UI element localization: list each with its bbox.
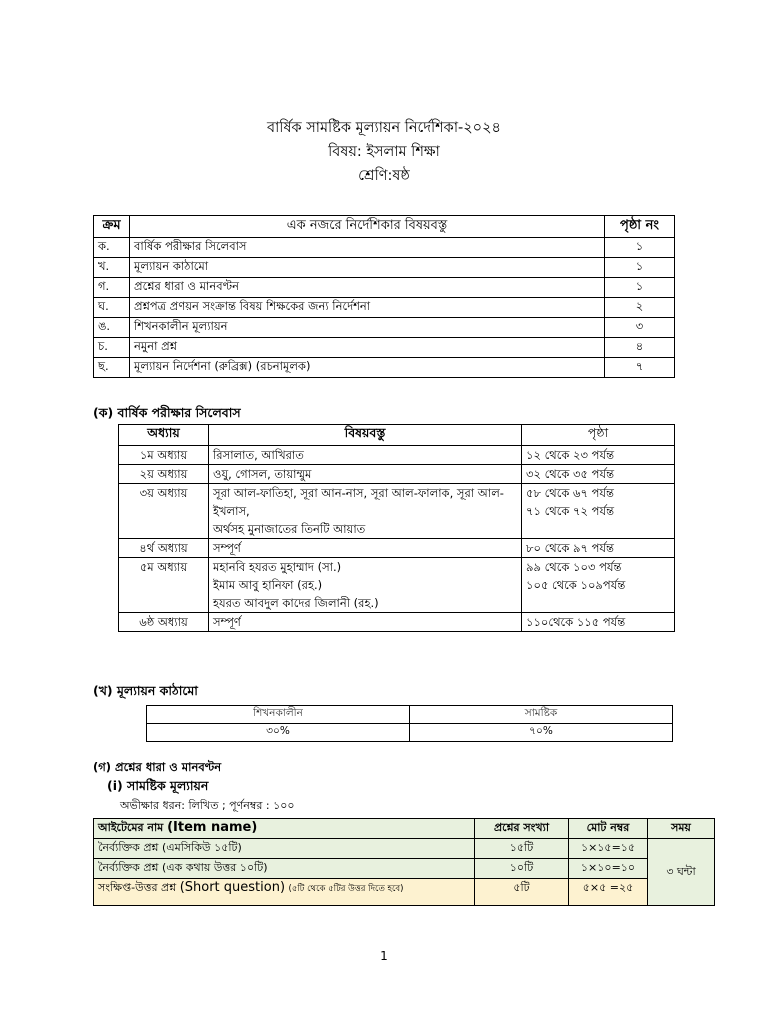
chapter-cell: ২য় অধ্যায় (119, 465, 209, 484)
item-marks: ১×১৫=১৫ (569, 839, 648, 859)
distribution-header-row (94, 819, 715, 839)
pages-cell (522, 558, 675, 613)
toc-serial: খ. (94, 258, 130, 278)
document-title: বার্ষিক সামষ্টিক মূল্যায়ন নির্দেশিকা-২০২৪ (267, 120, 501, 136)
framework-value-formative: ৩০% (147, 724, 410, 742)
table-row (94, 338, 675, 358)
item-name: নৈর্ব্যক্তিক প্রশ্ন (এমসিকিউ ১৫টি) (94, 839, 475, 859)
table-row (119, 446, 675, 465)
content-line: ইমাম আবু হানিফা (রহ.) (213, 578, 323, 592)
chapter-cell: ৬ষ্ঠ অধ্যায় (119, 613, 209, 632)
table-row (94, 318, 675, 338)
table-row (94, 258, 675, 278)
toc-item: বার্ষিক পরীক্ষার সিলেবাস (130, 238, 605, 258)
item-count: ১৫টি (475, 839, 569, 859)
toc-serial: চ. (94, 338, 130, 358)
syllabus-header-row (119, 425, 675, 446)
syllabus-table (118, 424, 675, 632)
framework-header-summative: সামষ্টিক (410, 706, 673, 724)
content-line: রিসালাত, আখিরাত (213, 448, 304, 462)
header-item-name (94, 819, 475, 839)
toc-item: মূল্যায়ন কাঠামো (130, 258, 605, 278)
toc-serial: গ. (94, 278, 130, 298)
content-line: সূরা আল-ফাতিহা, সূরা আন-নাস, সূরা আল-ফালাক, সূরা আল-ইখলাস, (213, 486, 504, 518)
table-row (94, 859, 715, 879)
item-note: (৫টি থেকে ৫টির উত্তর দিতে হবে) (288, 884, 404, 894)
header-time: সময় (648, 819, 715, 839)
table-row (119, 539, 675, 558)
toc-serial: ঙ. (94, 318, 130, 338)
distribution-heading: (গ) প্রশ্নের ধারা ও মানবণ্টন (93, 760, 222, 774)
page-number: 1 (380, 949, 388, 963)
chapter-cell: ৪র্থ অধ্যায় (119, 539, 209, 558)
content-cell (209, 558, 522, 613)
toc-page: ৪ (605, 338, 675, 358)
toc-item: মূল্যায়ন নির্দেশনা (রুব্রিক্স) (রচনামূলক) (130, 358, 605, 378)
content-line: মহানবি হযরত মুহাম্মাদ (সা.) (213, 560, 342, 574)
pages-line: ৭১ থেকে ৭২ পর্যন্ত (526, 504, 614, 518)
table-row (94, 879, 715, 906)
toc-serial: ঘ. (94, 298, 130, 318)
toc-item: শিখনকালীন মূল্যায়ন (130, 318, 605, 338)
item-marks: ১×১০=১০ (569, 859, 648, 879)
content-line: ওযু, গোসল, তায়াম্মুম (213, 467, 312, 481)
toc-serial: ছ. (94, 358, 130, 378)
content-cell (209, 446, 522, 465)
distribution-table (93, 818, 715, 906)
pages-line: ৫৮ থেকে ৬৭ পর্যন্ত (526, 486, 614, 500)
syllabus-heading: (ক) বার্ষিক পরীক্ষার সিলেবাস (93, 405, 241, 420)
header-count: প্রশ্নের সংখ্যা (475, 819, 569, 839)
toc-item: নমুনা প্রশ্ন (130, 338, 605, 358)
item-name: নৈর্ব্যক্তিক প্রশ্ন (এক কথায় উত্তর ১০টি) (94, 859, 475, 879)
toc-table (93, 215, 675, 378)
toc-page: ৩ (605, 318, 675, 338)
pages-line: ৮০ থেকে ৯৭ পর্যন্ত (526, 541, 614, 555)
distribution-subheading: (i) সামষ্টিক মূল্যায়ন (107, 778, 209, 793)
chapter-cell: ৩য় অধ্যায় (119, 484, 209, 539)
toc-page: ২ (605, 298, 675, 318)
item-marks: ৫×৫ =২৫ (569, 879, 648, 906)
toc-item: প্রশ্নপত্র প্রণয়ন সংক্রান্ত বিষয় শিক্ষকের জন্য নির্দেশনা (130, 298, 605, 318)
exam-meta: অভীক্ষার ধরন: লিখিত ; পূর্ণনম্বর : ১০০ (120, 799, 295, 812)
syllabus-header-content: বিষয়বস্তু (209, 425, 522, 446)
item-count: ১০টি (475, 859, 569, 879)
table-row (119, 613, 675, 632)
pages-line: ৩২ থেকে ৩৫ পর্যন্ত (526, 467, 614, 481)
content-cell (209, 613, 522, 632)
pages-line: ১২ থেকে ২৩ পর্যন্ত (526, 448, 614, 462)
subject-line: বিষয়: ইসলাম শিক্ষা (328, 144, 440, 160)
table-row (119, 465, 675, 484)
toc-page: ১ (605, 238, 675, 258)
item-count: ৫টি (475, 879, 569, 906)
toc-page: ৭ (605, 358, 675, 378)
class-line: শ্রেণি:ষষ্ঠ (358, 168, 410, 184)
toc-item: প্রশ্নের ধারা ও মানবণ্টন (130, 278, 605, 298)
pages-cell (522, 613, 675, 632)
framework-header-formative: শিখনকালীন (147, 706, 410, 724)
table-row (94, 278, 675, 298)
table-row (94, 358, 675, 378)
content-cell (209, 539, 522, 558)
toc-page: ১ (605, 278, 675, 298)
pages-cell (522, 484, 675, 539)
content-line: অর্থসহ মুনাজাতের তিনটি আয়াত (213, 522, 366, 536)
chapter-cell: ৫ম অধ্যায় (119, 558, 209, 613)
item-name-en: (Short question) (179, 880, 286, 895)
content-cell (209, 484, 522, 539)
pages-line: ৯৯ থেকে ১০৩ পর্যন্ত (526, 560, 622, 574)
chapter-cell: ১ম অধ্যায় (119, 446, 209, 465)
toc-header-page: পৃষ্ঠা নং (605, 216, 675, 238)
header-marks: মোট নম্বর (569, 819, 648, 839)
toc-page: ১ (605, 258, 675, 278)
table-row (94, 839, 715, 859)
exam-time: ৩ ঘন্টা (648, 839, 715, 906)
content-line: সম্পূর্ণ (213, 541, 241, 555)
table-row (94, 298, 675, 318)
header-item-name-en: (Item name) (167, 820, 258, 835)
table-row (94, 238, 675, 258)
toc-header-serial: ক্রম (94, 216, 130, 238)
framework-table (146, 705, 673, 742)
item-name: সংক্ষিপ্ত-উত্তর প্রশ্ন (98, 881, 177, 894)
pages-cell (522, 446, 675, 465)
pages-line: ১১০থেকে ১১৫ পর্যন্ত (526, 615, 626, 629)
framework-value-row (147, 724, 673, 742)
content-cell (209, 465, 522, 484)
header-item-name-bn: আইটেমের নাম (98, 821, 164, 834)
syllabus-header-pages: পৃষ্ঠা (522, 425, 675, 446)
content-line: হযরত আবদুল কাদের জিলানী (রহ.) (213, 596, 379, 610)
toc-header-row (94, 216, 675, 238)
table-row (119, 558, 675, 613)
content-line: সম্পূর্ণ (213, 615, 241, 629)
syllabus-header-chapter: অধ্যায় (119, 425, 209, 446)
framework-heading: (খ) মূল্যায়ন কাঠামো (93, 683, 198, 698)
item-name-cell (94, 879, 475, 906)
toc-header-content: এক নজরে নির্দেশিকার বিষয়বস্তু (130, 216, 605, 238)
table-row (119, 484, 675, 539)
framework-value-summative: ৭০% (410, 724, 673, 742)
pages-cell (522, 465, 675, 484)
pages-line: ১০৫ থেকে ১০৯পর্যন্ত (526, 578, 626, 592)
toc-serial: ক. (94, 238, 130, 258)
framework-header-row (147, 706, 673, 724)
pages-cell (522, 539, 675, 558)
